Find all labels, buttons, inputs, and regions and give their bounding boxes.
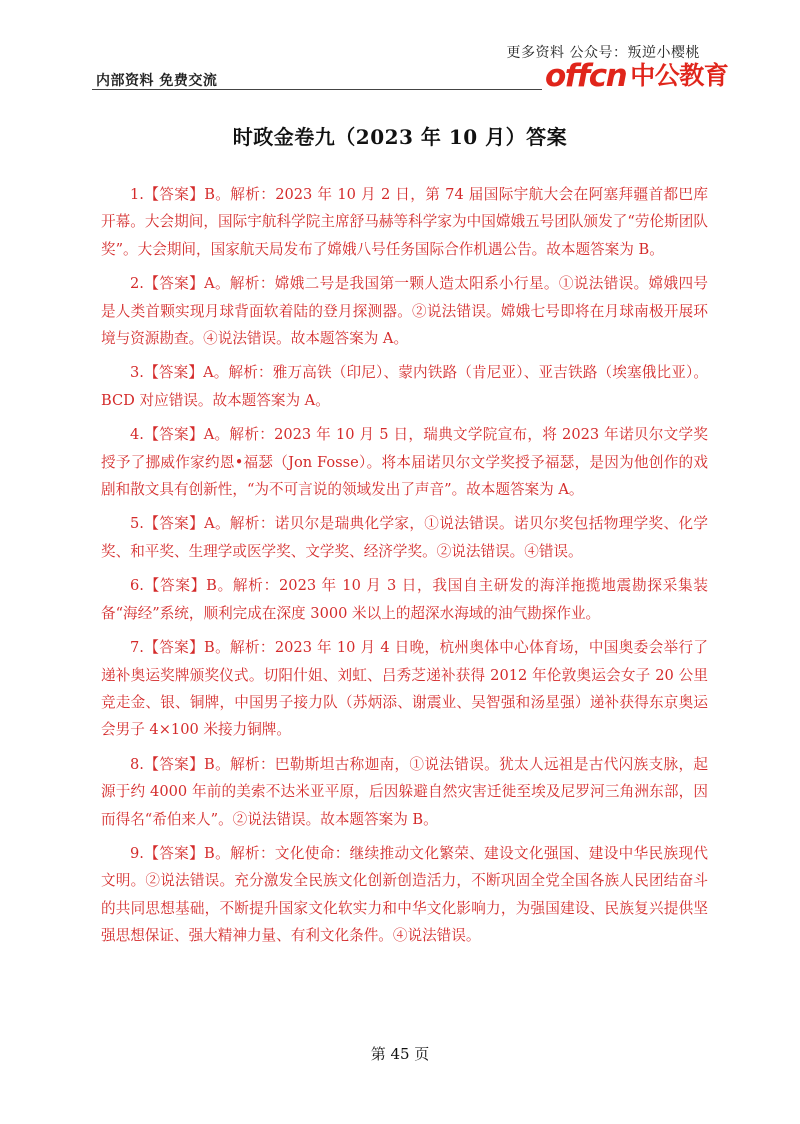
answer-item-5: 5.【答案】A。解析：诺贝尔是瑞典化学家，①说法错误。诺贝尔奖包括物理学奖、化学奖、和平奖、生理学或医学奖、文学奖、经济学奖。②说法错误。④错误。	[101, 515, 708, 560]
answer-item-7: 7.【答案】B。解析：2023 年 10 月 4 日晚，杭州奥体中心体育场，中国奥委会举行了递补奥运奖牌颁奖仪式。切阳什姐、刘虹、吕秀芝递补获得 2012 年伦敦奥运会女子 20 公里竞走金、银、铜牌，中国男子接力队（苏炳添、谢震业、吴智强和汤星强）递补获得东京奥运会男子 4×100 米接力铜牌。	[101, 639, 708, 739]
header-divider	[92, 89, 542, 90]
offcn-logo	[545, 58, 728, 94]
answer-item-8: 8.【答案】B。解析：巴勒斯坦古称迦南，①说法错误。犹太人远祖是古代闪族支脉，起源于约 4000 年前的美索不达米亚平原，后因躲避自然灾害迁徙至埃及尼罗河三角洲东部，因而得名“希伯来人”。②说法错误。故本题答案为 B。	[101, 755, 708, 828]
page-title: 时政金卷九（2023 年 10 月）答案	[232, 125, 568, 149]
logo-wordmark: offcn	[545, 58, 627, 94]
logo-chinese-name: 中公教育	[630, 61, 729, 90]
answer-item-9: 9.【答案】B。解析：文化使命：继续推动文化繁荣、建设文化强国、建设中华民族现代文明。②说法错误。充分激发全民族文化创新创造活力，不断巩固全党全国各族人民团结奋斗的共同思想基础，不断提升国家文化软实力和中华文化影响力，为强国建设、民族复兴提供坚强思想保证、强大精神力量、有利文化条件。④说法错误。	[101, 844, 708, 945]
answer-list	[101, 181, 708, 957]
answer-item-3: 3.【答案】A。解析：雅万高铁（印尼）、蒙内铁路（肯尼亚）、亚吉铁路（埃塞俄比亚）。BCD 对应错误。故本题答案为 A。	[101, 364, 708, 409]
answer-item-6: 6.【答案】B。解析：2023 年 10 月 3 日，我国自主研发的海洋拖揽地震勘探采集装备“海经”系统，顺利完成在深度 3000 米以上的超深水海域的油气勘探作业。	[101, 577, 708, 622]
page-number: 第 45 页	[370, 1045, 430, 1063]
answer-item-1: 1.【答案】B。解析：2023 年 10 月 2 日，第 74 届国际宇航大会在阿塞拜疆首都巴库开幕。大会期间，国际宇航科学院主席舒马赫等科学家为中国嫦娥五号团队颁发了“劳伦斯团队奖”。大会期间，国家航天局发布了嫦娥八号任务国际合作机遇公告。故本题答案为 B。	[101, 186, 708, 258]
header-promo-text: 更多资料 公众号：叛逆小樱桃	[506, 45, 700, 61]
answer-item-2: 2.【答案】A。解析：嫦娥二号是我国第一颗人造太阳系小行星。①说法错误。嫦娥四号是人类首颗实现月球背面软着陆的登月探测器。②说法错误。嫦娥七号即将在月球南极开展环境与资源勘查。④说法错误。故本题答案为 A。	[101, 275, 708, 348]
answer-item-4: 4.【答案】A。解析：2023 年 10 月 5 日，瑞典文学院宣布，将 2023 年诺贝尔文学奖授予了挪威作家约恩•福瑟（Jon Fosse）。将本届诺贝尔文学奖授予福瑟，是因为他创作的戏剧和散文具有创新性，“为不可言说的领域发出了声音”。故本题答案为 A。	[101, 426, 708, 499]
header-internal-label: 内部资料 免费交流	[96, 73, 218, 89]
